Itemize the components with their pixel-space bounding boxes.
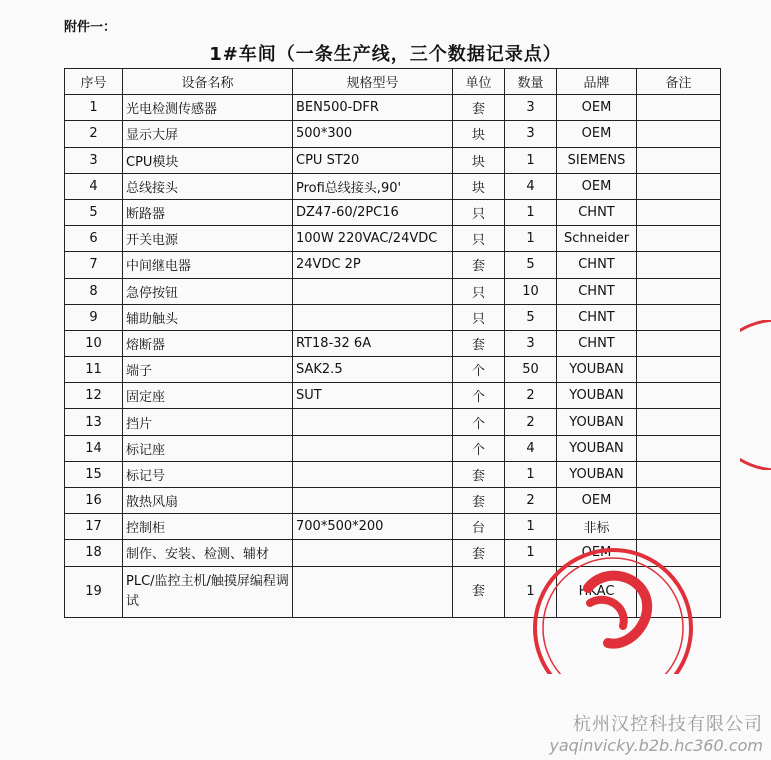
cell-index: 15 bbox=[65, 461, 123, 487]
cell-brand: YOUBAN bbox=[557, 435, 637, 461]
cell-brand: YOUBAN bbox=[557, 383, 637, 409]
cell-spec bbox=[293, 461, 453, 487]
table-row bbox=[65, 278, 721, 304]
cell-qty: 1 bbox=[505, 147, 557, 173]
cell-remark bbox=[637, 278, 721, 304]
cell-name: CPU模块 bbox=[123, 147, 293, 173]
cell-qty: 2 bbox=[505, 409, 557, 435]
cell-index: 13 bbox=[65, 409, 123, 435]
cell-remark bbox=[637, 199, 721, 225]
cell-remark bbox=[637, 566, 721, 617]
cell-name: 端子 bbox=[123, 357, 293, 383]
table-row bbox=[65, 435, 721, 461]
cell-name: 总线接头 bbox=[123, 173, 293, 199]
cell-index: 17 bbox=[65, 514, 123, 540]
table-header-row bbox=[65, 69, 721, 95]
cell-spec bbox=[293, 278, 453, 304]
cell-qty: 3 bbox=[505, 330, 557, 356]
edge-seal-arc bbox=[740, 320, 771, 470]
table-row bbox=[65, 252, 721, 278]
cell-index: 12 bbox=[65, 383, 123, 409]
cell-name: 挡片 bbox=[123, 409, 293, 435]
cell-unit: 台 bbox=[453, 514, 505, 540]
cell-index: 7 bbox=[65, 252, 123, 278]
cell-spec: SAK2.5 bbox=[293, 357, 453, 383]
cell-unit: 块 bbox=[453, 173, 505, 199]
cell-qty: 1 bbox=[505, 226, 557, 252]
cell-unit: 套 bbox=[453, 95, 505, 121]
cell-qty: 2 bbox=[505, 488, 557, 514]
cell-name: 熔断器 bbox=[123, 330, 293, 356]
cell-qty: 5 bbox=[505, 304, 557, 330]
cell-unit: 套 bbox=[453, 488, 505, 514]
cell-remark bbox=[637, 330, 721, 356]
cell-qty: 1 bbox=[505, 461, 557, 487]
cell-qty: 4 bbox=[505, 435, 557, 461]
cell-remark bbox=[637, 488, 721, 514]
cell-unit: 只 bbox=[453, 304, 505, 330]
cell-remark bbox=[637, 121, 721, 147]
watermark-company: 杭州汉控科技有限公司 bbox=[573, 714, 763, 735]
cell-remark bbox=[637, 461, 721, 487]
cell-index: 2 bbox=[65, 121, 123, 147]
cell-index: 1 bbox=[65, 95, 123, 121]
cell-brand: OEM bbox=[557, 488, 637, 514]
header-cell: 单位 bbox=[453, 69, 505, 95]
cell-qty: 4 bbox=[505, 173, 557, 199]
cell-qty: 1 bbox=[505, 199, 557, 225]
table-row bbox=[65, 121, 721, 147]
cell-brand: 非标 bbox=[557, 514, 637, 540]
cell-brand: YOUBAN bbox=[557, 357, 637, 383]
cell-name: 标记座 bbox=[123, 435, 293, 461]
table-row bbox=[65, 461, 721, 487]
cell-brand: CHNT bbox=[557, 330, 637, 356]
cell-index: 5 bbox=[65, 199, 123, 225]
cell-spec: DZ47-60/2PC16 bbox=[293, 199, 453, 225]
cell-unit: 个 bbox=[453, 357, 505, 383]
header-cell: 备注 bbox=[637, 69, 721, 95]
cell-brand: SIEMENS bbox=[557, 147, 637, 173]
equipment-table bbox=[64, 68, 721, 618]
cell-name: 断路器 bbox=[123, 199, 293, 225]
cell-spec bbox=[293, 304, 453, 330]
page-title: 1#车间（一条生产线，三个数据记录点） bbox=[209, 44, 562, 65]
cell-remark bbox=[637, 383, 721, 409]
cell-qty: 10 bbox=[505, 278, 557, 304]
cell-spec bbox=[293, 435, 453, 461]
cell-remark bbox=[637, 226, 721, 252]
cell-unit: 套 bbox=[453, 330, 505, 356]
table-row bbox=[65, 514, 721, 540]
table-row bbox=[65, 304, 721, 330]
cell-qty: 1 bbox=[505, 566, 557, 617]
cell-spec bbox=[293, 488, 453, 514]
cell-index: 18 bbox=[65, 540, 123, 566]
cell-remark bbox=[637, 95, 721, 121]
cell-name: PLC/监控主机/触摸屏编程调试 bbox=[123, 566, 293, 617]
table-row bbox=[65, 566, 721, 617]
cell-unit: 只 bbox=[453, 278, 505, 304]
cell-index: 4 bbox=[65, 173, 123, 199]
table-row bbox=[65, 383, 721, 409]
cell-spec: CPU ST20 bbox=[293, 147, 453, 173]
cell-qty: 50 bbox=[505, 357, 557, 383]
cell-unit: 只 bbox=[453, 199, 505, 225]
cell-name: 标记号 bbox=[123, 461, 293, 487]
cell-index: 19 bbox=[65, 566, 123, 617]
header-cell: 设备名称 bbox=[123, 69, 293, 95]
header-cell: 品牌 bbox=[557, 69, 637, 95]
cell-name: 控制柜 bbox=[123, 514, 293, 540]
cell-qty: 3 bbox=[505, 95, 557, 121]
cell-index: 8 bbox=[65, 278, 123, 304]
cell-brand: YOUBAN bbox=[557, 461, 637, 487]
cell-name: 急停按钮 bbox=[123, 278, 293, 304]
cell-unit: 套 bbox=[453, 252, 505, 278]
cell-spec: SUT bbox=[293, 383, 453, 409]
cell-brand: CHNT bbox=[557, 199, 637, 225]
cell-spec bbox=[293, 566, 453, 617]
cell-spec: 500*300 bbox=[293, 121, 453, 147]
cell-unit: 套 bbox=[453, 461, 505, 487]
table-row bbox=[65, 540, 721, 566]
cell-name: 制作、安装、检测、辅材 bbox=[123, 540, 293, 566]
cell-qty: 2 bbox=[505, 383, 557, 409]
table-row bbox=[65, 226, 721, 252]
table-row bbox=[65, 488, 721, 514]
cell-spec: BEN500-DFR bbox=[293, 95, 453, 121]
edge-seal bbox=[740, 320, 771, 470]
table-row bbox=[65, 173, 721, 199]
table-row bbox=[65, 409, 721, 435]
cell-name: 开关电源 bbox=[123, 226, 293, 252]
cell-index: 14 bbox=[65, 435, 123, 461]
cell-qty: 1 bbox=[505, 540, 557, 566]
table-row bbox=[65, 199, 721, 225]
cell-remark bbox=[637, 540, 721, 566]
cell-brand: OEM bbox=[557, 95, 637, 121]
cell-spec: 100W 220VAC/24VDC bbox=[293, 226, 453, 252]
cell-remark bbox=[637, 514, 721, 540]
cell-name: 显示大屏 bbox=[123, 121, 293, 147]
cell-brand: YOUBAN bbox=[557, 409, 637, 435]
watermark-url: yaqinvicky.b2b.hc360.com bbox=[549, 736, 763, 755]
cell-brand: CHNT bbox=[557, 252, 637, 278]
cell-brand: OEM bbox=[557, 173, 637, 199]
cell-unit: 只 bbox=[453, 226, 505, 252]
cell-index: 3 bbox=[65, 147, 123, 173]
cell-remark bbox=[637, 304, 721, 330]
cell-name: 辅助触头 bbox=[123, 304, 293, 330]
cell-brand: OEM bbox=[557, 540, 637, 566]
cell-remark bbox=[637, 173, 721, 199]
table-row bbox=[65, 357, 721, 383]
cell-unit: 块 bbox=[453, 121, 505, 147]
cell-unit: 块 bbox=[453, 147, 505, 173]
cell-name: 中间继电器 bbox=[123, 252, 293, 278]
table-row bbox=[65, 330, 721, 356]
cell-qty: 1 bbox=[505, 514, 557, 540]
cell-remark bbox=[637, 147, 721, 173]
cell-index: 11 bbox=[65, 357, 123, 383]
header-cell: 数量 bbox=[505, 69, 557, 95]
cell-name: 固定座 bbox=[123, 383, 293, 409]
cell-brand: HKAC bbox=[557, 566, 637, 617]
cell-unit: 个 bbox=[453, 383, 505, 409]
cell-unit: 套 bbox=[453, 566, 505, 617]
cell-index: 9 bbox=[65, 304, 123, 330]
cell-brand: Schneider bbox=[557, 226, 637, 252]
header-cell: 规格型号 bbox=[293, 69, 453, 95]
cell-remark bbox=[637, 435, 721, 461]
cell-spec: RT18-32 6A bbox=[293, 330, 453, 356]
cell-unit: 个 bbox=[453, 409, 505, 435]
cell-brand: CHNT bbox=[557, 304, 637, 330]
cell-unit: 套 bbox=[453, 540, 505, 566]
cell-unit: 个 bbox=[453, 435, 505, 461]
cell-spec: 700*500*200 bbox=[293, 514, 453, 540]
cell-index: 10 bbox=[65, 330, 123, 356]
header-cell: 序号 bbox=[65, 69, 123, 95]
cell-brand: CHNT bbox=[557, 278, 637, 304]
cell-spec: 24VDC 2P bbox=[293, 252, 453, 278]
cell-name: 光电检测传感器 bbox=[123, 95, 293, 121]
table-row bbox=[65, 95, 721, 121]
cell-spec: Profi总线接头,90' bbox=[293, 173, 453, 199]
cell-remark bbox=[637, 252, 721, 278]
cell-spec bbox=[293, 409, 453, 435]
cell-index: 6 bbox=[65, 226, 123, 252]
cell-qty: 3 bbox=[505, 121, 557, 147]
cell-name: 散热风扇 bbox=[123, 488, 293, 514]
attachment-label: 附件一： bbox=[64, 20, 117, 35]
cell-qty: 5 bbox=[505, 252, 557, 278]
cell-remark bbox=[637, 357, 721, 383]
table-row bbox=[65, 147, 721, 173]
cell-remark bbox=[637, 409, 721, 435]
cell-spec bbox=[293, 540, 453, 566]
cell-index: 16 bbox=[65, 488, 123, 514]
cell-brand: OEM bbox=[557, 121, 637, 147]
